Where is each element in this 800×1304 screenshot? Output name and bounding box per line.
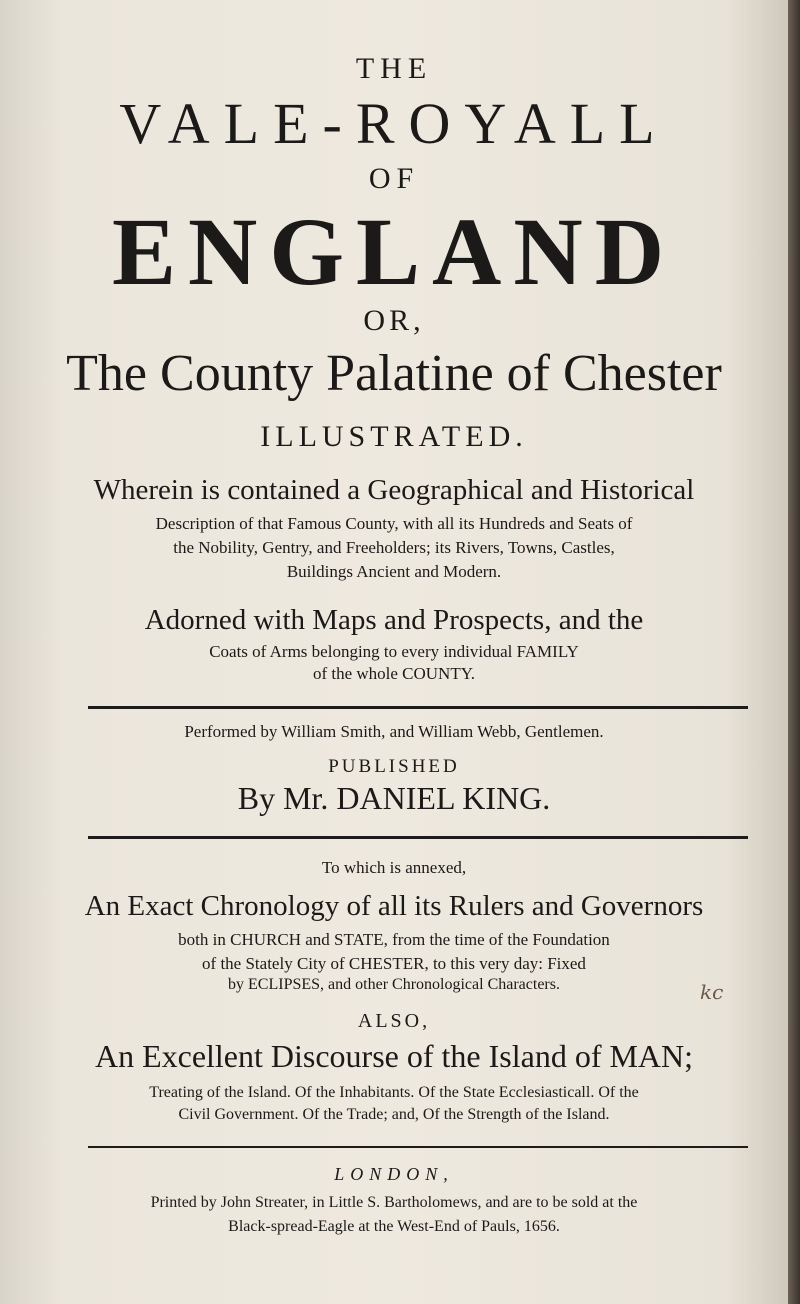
divider-rule (88, 706, 748, 709)
title-illustrated: ILLUSTRATED. (260, 420, 528, 453)
divider-rule (88, 1146, 748, 1148)
title-of: OF (368, 162, 420, 195)
book-spine-edge (788, 0, 800, 1304)
divider-rule (88, 836, 748, 839)
description-line3: the Nobility, Gentry, and Freeholders; its Rivers, Towns, Castles, (173, 538, 615, 557)
adorned-line3: of the whole COUNTY. (312, 664, 476, 683)
title-vale-royall: VALE-ROYALL (119, 91, 669, 156)
also-line2: Treating of the Island. Of the Inhabitants. Of the State Ecclesiasticall. Of the (149, 1084, 639, 1101)
published-label: PUBLISHED (328, 756, 460, 777)
description-line2: Description of that Famous County, with all its Hundreds and Seats of (155, 514, 633, 533)
also-line1: An Excellent Discourse of the Island of MAN; (94, 1038, 694, 1074)
also-line3: Civil Government. Of the Trade; and, Of the Strength of the Island. (178, 1106, 610, 1123)
description-line1: Wherein is contained a Geographical and Historical (93, 474, 695, 506)
imprint-line2: Black-spread-Eagle at the West-End of Pauls, 1656. (228, 1218, 560, 1235)
published-by: By Mr. DANIEL KING. (237, 780, 551, 816)
title-county: The County Palatine of Chester (66, 345, 722, 402)
annex-line4: by ECLIPSES, and other Chronological Characters. (228, 976, 560, 993)
title-england: ENGLAND (111, 198, 677, 305)
adorned-line1: Adorned with Maps and Prospects, and the (144, 604, 644, 636)
annex-line3: of the Stately City of CHESTER, to this very day: Fixed (202, 954, 586, 973)
adorned-line2: Coats of Arms belonging to every individual FAMILY (209, 642, 579, 661)
annex-intro: To which is annexed, (321, 858, 467, 877)
performed-by: Performed by William Smith, and William Webb, Gentlemen. (184, 722, 604, 741)
annex-line2: both in CHURCH and STATE, from the time of the Foundation (178, 930, 610, 949)
imprint-line1: Printed by John Streater, in Little S. Bartholomews, and are to be sold at the (150, 1194, 638, 1211)
description-line4: Buildings Ancient and Modern. (286, 562, 502, 581)
title-or: OR, (363, 304, 425, 337)
imprint-city: LONDON, (334, 1164, 454, 1184)
handwritten-annotation: kc (700, 980, 724, 1004)
title-the: THE (355, 52, 433, 85)
annex-line1: An Exact Chronology of all its Rulers and Governors (84, 890, 704, 922)
also-label: ALSO, (357, 1010, 431, 1032)
